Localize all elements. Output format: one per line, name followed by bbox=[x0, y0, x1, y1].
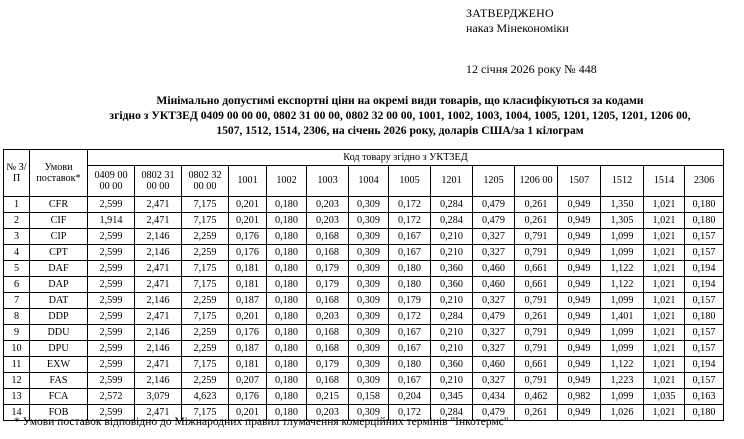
row-number: 14 bbox=[4, 405, 30, 421]
price-cell: 0,201 bbox=[229, 405, 267, 421]
price-cell: 1,305 bbox=[601, 213, 644, 229]
price-cell: 2,146 bbox=[135, 325, 182, 341]
delivery-terms: CIF bbox=[30, 213, 88, 229]
price-cell: 0,791 bbox=[515, 245, 558, 261]
price-cell: 0,157 bbox=[685, 341, 724, 357]
price-cell: 0,949 bbox=[558, 373, 601, 389]
price-cell: 2,146 bbox=[135, 373, 182, 389]
table-row bbox=[4, 389, 724, 405]
price-cell: 0,261 bbox=[515, 405, 558, 421]
price-cell: 2,471 bbox=[135, 213, 182, 229]
price-cell: 7,175 bbox=[182, 261, 229, 277]
price-cell: 0,187 bbox=[229, 341, 267, 357]
table-row bbox=[4, 357, 724, 373]
price-cell: 2,599 bbox=[88, 261, 135, 277]
price-cell: 0,180 bbox=[685, 309, 724, 325]
header-code-cell: 1201 bbox=[431, 166, 473, 197]
delivery-terms: FAS bbox=[30, 373, 88, 389]
delivery-terms: EXW bbox=[30, 357, 88, 373]
price-cell: 2,146 bbox=[135, 245, 182, 261]
price-cell: 0,180 bbox=[267, 277, 307, 293]
header-code-cell: 1205 bbox=[473, 166, 515, 197]
price-cell: 0,949 bbox=[558, 213, 601, 229]
price-cell: 0,327 bbox=[473, 373, 515, 389]
price-cell: 0,949 bbox=[558, 229, 601, 245]
price-cell: 0,479 bbox=[473, 309, 515, 325]
price-cell: 0,479 bbox=[473, 213, 515, 229]
delivery-terms: CPT bbox=[30, 245, 88, 261]
price-cell: 0,187 bbox=[229, 293, 267, 309]
price-cell: 1,021 bbox=[644, 197, 685, 213]
price-cell: 0,460 bbox=[473, 277, 515, 293]
table-row bbox=[4, 309, 724, 325]
price-cell: 0,180 bbox=[389, 357, 431, 373]
price-cell: 0,180 bbox=[389, 277, 431, 293]
approval-stamp bbox=[466, 6, 597, 77]
price-cell: 1,350 bbox=[601, 197, 644, 213]
price-cell: 0,345 bbox=[431, 389, 473, 405]
price-cell: 0,181 bbox=[229, 357, 267, 373]
price-cell: 0,460 bbox=[473, 261, 515, 277]
price-cell: 1,035 bbox=[644, 389, 685, 405]
row-number: 8 bbox=[4, 309, 30, 325]
price-cell: 0,210 bbox=[431, 293, 473, 309]
price-cell: 2,599 bbox=[88, 229, 135, 245]
price-cell: 0,949 bbox=[558, 405, 601, 421]
price-cell: 0,661 bbox=[515, 277, 558, 293]
price-cell: 2,471 bbox=[135, 405, 182, 421]
price-cell: 2,471 bbox=[135, 309, 182, 325]
price-cell: 0,180 bbox=[267, 245, 307, 261]
header-code-cell: 1003 bbox=[307, 166, 349, 197]
price-cell: 2,259 bbox=[182, 325, 229, 341]
title-line-2: згідно з УКТЗЕД 0409 00 00 00, 0802 31 00 00, 0802 32 00 00, 1001, 1002, 1003, 1004, 1005, 1201, 1205, 1201, 1206 00, bbox=[109, 109, 691, 122]
price-cell: 0,261 bbox=[515, 197, 558, 213]
price-cell: 0,167 bbox=[389, 245, 431, 261]
price-cell: 0,168 bbox=[307, 373, 349, 389]
table-row bbox=[4, 213, 724, 229]
delivery-terms: DPU bbox=[30, 341, 88, 357]
price-cell: 0,949 bbox=[558, 357, 601, 373]
row-number: 3 bbox=[4, 229, 30, 245]
price-cell: 2,471 bbox=[135, 357, 182, 373]
price-cell: 1,914 bbox=[88, 213, 135, 229]
price-cell: 0,203 bbox=[307, 213, 349, 229]
price-cell: 0,949 bbox=[558, 325, 601, 341]
price-cell: 0,157 bbox=[685, 373, 724, 389]
price-cell: 2,146 bbox=[135, 341, 182, 357]
price-cell: 0,479 bbox=[473, 197, 515, 213]
row-number: 1 bbox=[4, 197, 30, 213]
price-cell: 3,079 bbox=[135, 389, 182, 405]
price-cell: 0,309 bbox=[349, 293, 389, 309]
header-code-cell: 2306 bbox=[685, 166, 724, 197]
price-cell: 0,172 bbox=[389, 309, 431, 325]
price-cell: 0,949 bbox=[558, 309, 601, 325]
row-number: 7 bbox=[4, 293, 30, 309]
price-cell: 0,180 bbox=[685, 405, 724, 421]
price-cell: 0,210 bbox=[431, 341, 473, 357]
price-cell: 0,949 bbox=[558, 293, 601, 309]
price-cell: 1,021 bbox=[644, 405, 685, 421]
price-cell: 0,172 bbox=[389, 405, 431, 421]
price-cell: 0,661 bbox=[515, 261, 558, 277]
price-cell: 7,175 bbox=[182, 405, 229, 421]
price-cell: 1,099 bbox=[601, 229, 644, 245]
price-cell: 0,460 bbox=[473, 357, 515, 373]
header-code-group: Код товару згідно з УКТЗЕД bbox=[88, 150, 724, 166]
price-cell: 0,180 bbox=[267, 389, 307, 405]
price-cell: 2,599 bbox=[88, 197, 135, 213]
price-cell: 0,284 bbox=[431, 213, 473, 229]
price-cell: 0,172 bbox=[389, 213, 431, 229]
table-row bbox=[4, 325, 724, 341]
row-number: 13 bbox=[4, 389, 30, 405]
row-number: 4 bbox=[4, 245, 30, 261]
price-cell: 0,949 bbox=[558, 261, 601, 277]
price-cell: 0,309 bbox=[349, 357, 389, 373]
price-cell: 1,021 bbox=[644, 277, 685, 293]
price-cell: 0,309 bbox=[349, 213, 389, 229]
header-number: № З/П bbox=[4, 150, 30, 197]
row-number: 9 bbox=[4, 325, 30, 341]
table-row bbox=[4, 197, 724, 213]
price-cell: 0,309 bbox=[349, 373, 389, 389]
price-cell: 0,167 bbox=[389, 229, 431, 245]
price-cell: 0,180 bbox=[267, 325, 307, 341]
price-cell: 0,261 bbox=[515, 309, 558, 325]
price-cell: 0,327 bbox=[473, 293, 515, 309]
approval-order: наказ Мінекономіки bbox=[466, 21, 569, 35]
row-number: 11 bbox=[4, 357, 30, 373]
price-cell: 0,176 bbox=[229, 229, 267, 245]
price-cell: 0,327 bbox=[473, 245, 515, 261]
row-number: 6 bbox=[4, 277, 30, 293]
price-cell: 1,026 bbox=[601, 405, 644, 421]
approval-heading: ЗАТВЕРДЖЕНО bbox=[466, 6, 554, 20]
price-cell: 0,479 bbox=[473, 405, 515, 421]
price-cell: 1,021 bbox=[644, 245, 685, 261]
price-cell: 1,021 bbox=[644, 373, 685, 389]
table-row bbox=[4, 277, 724, 293]
price-cell: 1,099 bbox=[601, 245, 644, 261]
price-cell: 0,167 bbox=[389, 373, 431, 389]
header-code-cell: 0802 31 00 00 bbox=[135, 166, 182, 197]
price-cell: 2,599 bbox=[88, 277, 135, 293]
price-cell: 0,168 bbox=[307, 341, 349, 357]
price-cell: 2,599 bbox=[88, 373, 135, 389]
price-cell: 0,949 bbox=[558, 245, 601, 261]
price-cell: 2,471 bbox=[135, 197, 182, 213]
price-cell: 1,099 bbox=[601, 325, 644, 341]
price-cell: 2,599 bbox=[88, 341, 135, 357]
approval-date: 12 січня 2026 року № 448 bbox=[466, 62, 597, 76]
delivery-terms: DAF bbox=[30, 261, 88, 277]
price-cell: 2,599 bbox=[88, 293, 135, 309]
price-cell: 2,259 bbox=[182, 341, 229, 357]
price-cell: 0,181 bbox=[229, 261, 267, 277]
price-cell: 0,207 bbox=[229, 373, 267, 389]
table-row bbox=[4, 373, 724, 389]
price-cell: 0,309 bbox=[349, 309, 389, 325]
row-number: 2 bbox=[4, 213, 30, 229]
row-number: 10 bbox=[4, 341, 30, 357]
price-cell: 0,180 bbox=[267, 261, 307, 277]
table-row bbox=[4, 293, 724, 309]
price-cell: 0,194 bbox=[685, 357, 724, 373]
price-cell: 7,175 bbox=[182, 309, 229, 325]
price-cell: 0,462 bbox=[515, 389, 558, 405]
row-number: 5 bbox=[4, 261, 30, 277]
delivery-terms: FOB bbox=[30, 405, 88, 421]
row-number: 12 bbox=[4, 373, 30, 389]
price-cell: 0,949 bbox=[558, 341, 601, 357]
price-cell: 0,210 bbox=[431, 325, 473, 341]
price-cell: 0,180 bbox=[267, 293, 307, 309]
price-cell: 0,180 bbox=[685, 213, 724, 229]
header-code-cell: 0802 32 00 00 bbox=[182, 166, 229, 197]
price-cell: 0,210 bbox=[431, 373, 473, 389]
price-cell: 0,791 bbox=[515, 341, 558, 357]
price-cell: 1,021 bbox=[644, 213, 685, 229]
price-cell: 0,180 bbox=[685, 197, 724, 213]
price-cell: 0,284 bbox=[431, 309, 473, 325]
price-cell: 0,360 bbox=[431, 261, 473, 277]
price-cell: 0,201 bbox=[229, 213, 267, 229]
price-cell: 0,791 bbox=[515, 325, 558, 341]
price-cell: 0,180 bbox=[389, 261, 431, 277]
table-row bbox=[4, 245, 724, 261]
price-cell: 2,146 bbox=[135, 293, 182, 309]
table-body bbox=[4, 197, 724, 421]
price-cell: 0,215 bbox=[307, 389, 349, 405]
price-cell: 0,949 bbox=[558, 197, 601, 213]
price-cell: 0,791 bbox=[515, 293, 558, 309]
price-cell: 0,309 bbox=[349, 197, 389, 213]
price-cell: 2,599 bbox=[88, 325, 135, 341]
header-code-cell: 0409 00 00 00 bbox=[88, 166, 135, 197]
delivery-terms: DDU bbox=[30, 325, 88, 341]
title-line-1: Мінімально допустимі експортні ціни на окремі види товарів, що класифікуються за кодами bbox=[156, 94, 644, 107]
price-cell: 2,259 bbox=[182, 245, 229, 261]
price-cell: 0,210 bbox=[431, 229, 473, 245]
price-cell: 0,180 bbox=[267, 309, 307, 325]
price-cell: 0,309 bbox=[349, 341, 389, 357]
price-cell: 0,179 bbox=[389, 293, 431, 309]
price-cell: 1,122 bbox=[601, 277, 644, 293]
price-cell: 0,158 bbox=[349, 389, 389, 405]
price-cell: 0,201 bbox=[229, 309, 267, 325]
price-cell: 1,099 bbox=[601, 341, 644, 357]
price-cell: 0,661 bbox=[515, 357, 558, 373]
table-row bbox=[4, 341, 724, 357]
price-cell: 0,180 bbox=[267, 341, 307, 357]
price-cell: 0,982 bbox=[558, 389, 601, 405]
price-cell: 0,309 bbox=[349, 261, 389, 277]
price-cell: 2,259 bbox=[182, 229, 229, 245]
price-cell: 2,572 bbox=[88, 389, 135, 405]
price-cell: 0,168 bbox=[307, 245, 349, 261]
price-cell: 0,284 bbox=[431, 197, 473, 213]
price-cell: 1,021 bbox=[644, 325, 685, 341]
price-cell: 0,327 bbox=[473, 325, 515, 341]
price-cell: 0,261 bbox=[515, 213, 558, 229]
price-cell: 2,259 bbox=[182, 373, 229, 389]
price-cell: 0,309 bbox=[349, 245, 389, 261]
header-code-cell: 1005 bbox=[389, 166, 431, 197]
price-cell: 2,599 bbox=[88, 405, 135, 421]
price-cell: 0,204 bbox=[389, 389, 431, 405]
price-cell: 1,223 bbox=[601, 373, 644, 389]
price-cell: 2,259 bbox=[182, 293, 229, 309]
price-cell: 1,021 bbox=[644, 229, 685, 245]
price-cell: 1,021 bbox=[644, 357, 685, 373]
price-cell: 0,168 bbox=[307, 325, 349, 341]
price-cell: 0,180 bbox=[267, 229, 307, 245]
price-cell: 0,167 bbox=[389, 341, 431, 357]
price-cell: 1,021 bbox=[644, 293, 685, 309]
table-row bbox=[4, 261, 724, 277]
price-cell: 2,471 bbox=[135, 277, 182, 293]
price-cell: 0,167 bbox=[389, 325, 431, 341]
price-cell: 7,175 bbox=[182, 277, 229, 293]
price-cell: 0,201 bbox=[229, 197, 267, 213]
price-cell: 0,791 bbox=[515, 229, 558, 245]
header-codes-row bbox=[4, 166, 724, 197]
prices-table bbox=[3, 149, 724, 421]
price-cell: 1,021 bbox=[644, 261, 685, 277]
price-cell: 2,599 bbox=[88, 309, 135, 325]
price-cell: 1,099 bbox=[601, 389, 644, 405]
price-cell: 0,180 bbox=[267, 197, 307, 213]
price-cell: 0,327 bbox=[473, 229, 515, 245]
header-terms: Умови поставок* bbox=[30, 150, 88, 197]
price-cell: 0,157 bbox=[685, 229, 724, 245]
price-cell: 0,157 bbox=[685, 293, 724, 309]
price-cell: 0,203 bbox=[307, 405, 349, 421]
price-cell: 0,309 bbox=[349, 325, 389, 341]
price-cell: 2,146 bbox=[135, 229, 182, 245]
header-code-cell: 1004 bbox=[349, 166, 389, 197]
delivery-terms: DAT bbox=[30, 293, 88, 309]
price-cell: 0,176 bbox=[229, 325, 267, 341]
price-cell: 2,599 bbox=[88, 357, 135, 373]
price-cell: 0,176 bbox=[229, 389, 267, 405]
price-cell: 0,360 bbox=[431, 357, 473, 373]
header-code-cell: 1507 bbox=[558, 166, 601, 197]
price-cell: 0,194 bbox=[685, 277, 724, 293]
delivery-terms: CIP bbox=[30, 229, 88, 245]
price-cell: 0,172 bbox=[389, 197, 431, 213]
price-cell: 0,157 bbox=[685, 245, 724, 261]
price-cell: 0,309 bbox=[349, 229, 389, 245]
header-code-cell: 1512 bbox=[601, 166, 644, 197]
price-cell: 0,180 bbox=[267, 373, 307, 389]
price-cell: 0,203 bbox=[307, 309, 349, 325]
price-cell: 0,194 bbox=[685, 261, 724, 277]
footnote: * Умови поставок відповідно до Міжнародних правил тлумачення комерційних термінів "Інкотермс" bbox=[14, 416, 509, 428]
header-code-cell: 1001 bbox=[229, 166, 267, 197]
header-code-cell: 1206 00 bbox=[515, 166, 558, 197]
price-cell: 0,163 bbox=[685, 389, 724, 405]
price-cell: 0,176 bbox=[229, 245, 267, 261]
price-cell: 0,360 bbox=[431, 277, 473, 293]
table-row bbox=[4, 229, 724, 245]
price-cell: 0,168 bbox=[307, 293, 349, 309]
price-cell: 0,157 bbox=[685, 325, 724, 341]
price-cell: 0,181 bbox=[229, 277, 267, 293]
price-cell: 2,599 bbox=[88, 245, 135, 261]
price-cell: 0,791 bbox=[515, 373, 558, 389]
price-cell: 0,180 bbox=[267, 357, 307, 373]
price-cell: 0,180 bbox=[267, 213, 307, 229]
price-cell: 0,210 bbox=[431, 245, 473, 261]
price-cell: 1,021 bbox=[644, 341, 685, 357]
price-cell: 0,434 bbox=[473, 389, 515, 405]
header-code-cell: 1514 bbox=[644, 166, 685, 197]
price-cell: 0,179 bbox=[307, 261, 349, 277]
price-cell: 0,327 bbox=[473, 341, 515, 357]
price-cell: 0,949 bbox=[558, 277, 601, 293]
price-cell: 0,284 bbox=[431, 405, 473, 421]
price-cell: 7,175 bbox=[182, 357, 229, 373]
price-cell: 1,401 bbox=[601, 309, 644, 325]
price-cell: 0,168 bbox=[307, 229, 349, 245]
price-cell: 1,122 bbox=[601, 357, 644, 373]
delivery-terms: CFR bbox=[30, 197, 88, 213]
title-line-3: 1507, 1512, 1514, 2306, на січень 2026 року, доларів США/за 1 кілограм bbox=[216, 124, 584, 137]
price-cell: 0,180 bbox=[267, 405, 307, 421]
price-cell: 7,175 bbox=[182, 197, 229, 213]
price-cell: 0,309 bbox=[349, 277, 389, 293]
price-cell: 1,122 bbox=[601, 261, 644, 277]
price-cell: 0,179 bbox=[307, 277, 349, 293]
price-cell: 7,175 bbox=[182, 213, 229, 229]
header-code-cell: 1002 bbox=[267, 166, 307, 197]
price-cell: 0,203 bbox=[307, 197, 349, 213]
delivery-terms: DDP bbox=[30, 309, 88, 325]
price-cell: 4,623 bbox=[182, 389, 229, 405]
price-cell: 1,099 bbox=[601, 293, 644, 309]
delivery-terms: FCA bbox=[30, 389, 88, 405]
delivery-terms: DAP bbox=[30, 277, 88, 293]
price-cell: 2,471 bbox=[135, 261, 182, 277]
price-cell: 1,021 bbox=[644, 309, 685, 325]
document-title bbox=[40, 93, 744, 138]
price-cell: 0,309 bbox=[349, 405, 389, 421]
price-cell: 0,179 bbox=[307, 357, 349, 373]
